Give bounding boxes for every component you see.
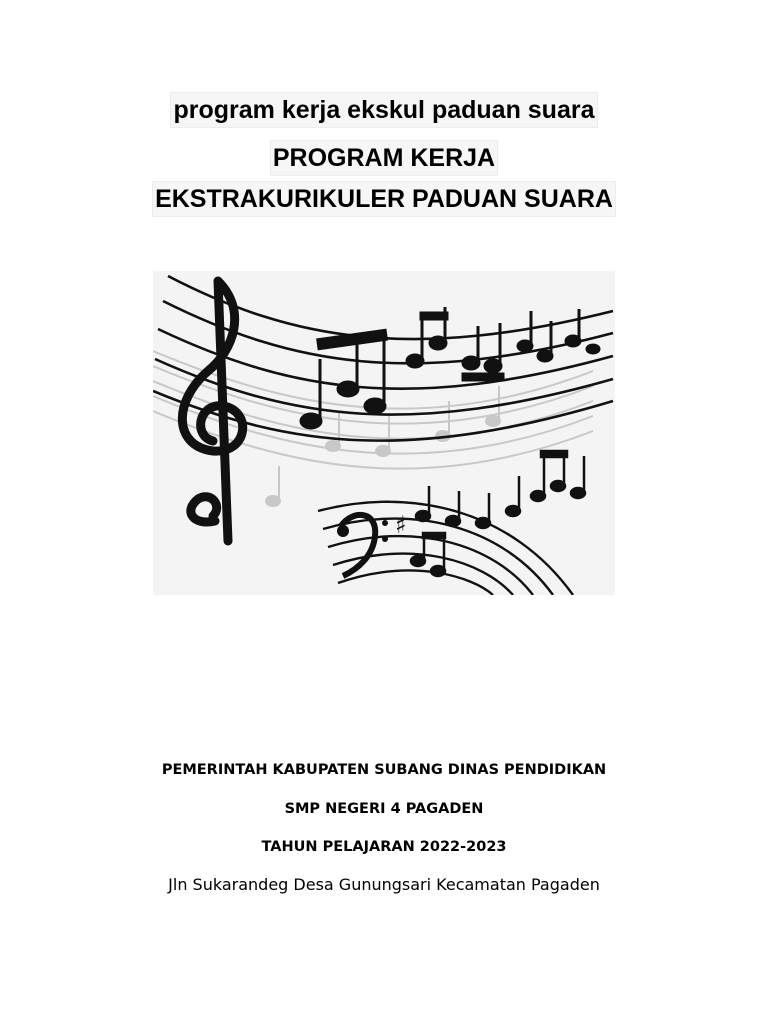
doc-title-main: [0, 141, 768, 175]
doc-title-main-text: PROGRAM KERJA: [271, 141, 497, 175]
footer-government: PEMERINTAH KABUPATEN SUBANG DINAS PENDIDIKAN: [161, 762, 607, 778]
bass-clef-icon: [337, 515, 388, 576]
footer-academic-year: TAHUN PELAJARAN 2022-2023: [261, 839, 507, 855]
doc-subtitle: [0, 182, 768, 216]
music-staff-svg: [153, 271, 615, 595]
sharp-icon: ♯: [395, 511, 407, 539]
doc-title-lowercase-text: program kerja ekskul paduan suara: [171, 93, 596, 127]
doc-title-lowercase: [0, 93, 768, 127]
doc-subtitle-text: EKSTRAKURIKULER PADUAN SUARA: [153, 182, 615, 216]
footer-school-name: SMP NEGERI 4 PAGADEN: [284, 801, 484, 817]
music-notes-illustration: [153, 271, 615, 595]
footer-address: Jln Sukarandeg Desa Gunungsari Kecamatan Pagaden: [168, 875, 600, 894]
